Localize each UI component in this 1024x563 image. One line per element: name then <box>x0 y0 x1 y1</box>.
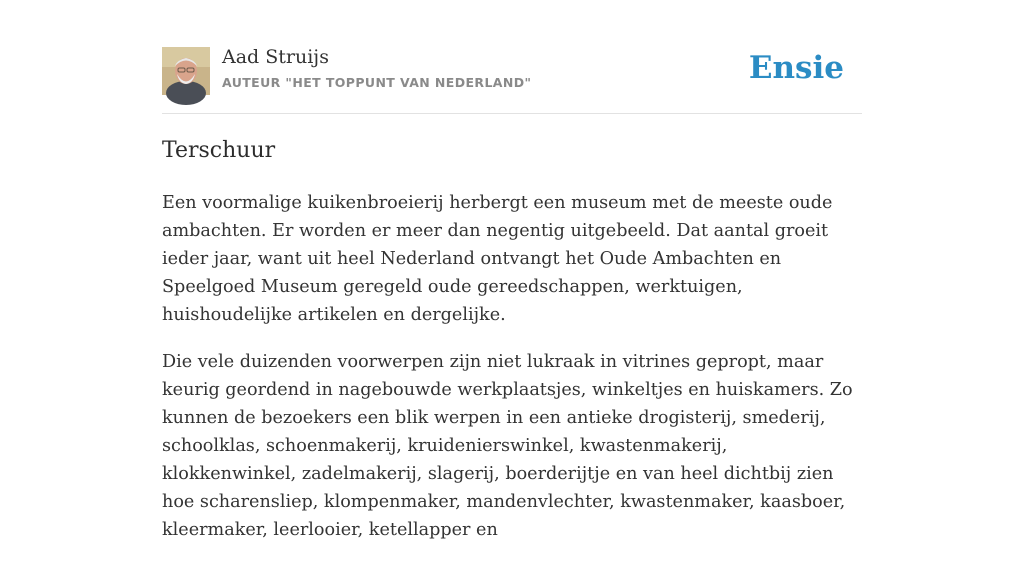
author-name[interactable]: Aad Struijs <box>222 46 329 68</box>
article-body <box>162 189 862 563</box>
article-paragraph: Een voormalige kuikenbroeierij herbergt een museum met de meeste oude ambachten. Er worden er meer dan negentig uitgebeeld. Dat aantal groeit ieder jaar, want uit heel Nederland ontvangt het Oude Ambachten en Speelgoed Museum geregeld oude gereedschappen, werktuigen, huishoudelijke artikelen en dergelijke. <box>162 193 833 325</box>
article-title: Terschuur <box>162 138 276 163</box>
author-header <box>162 0 862 114</box>
author-portrait-icon <box>162 47 210 95</box>
article-container <box>162 0 862 540</box>
ensie-logo[interactable]: Ensie <box>748 50 844 86</box>
author-role: AUTEUR "HET TOPPUNT VAN NEDERLAND" <box>222 75 532 90</box>
article-paragraph: Die vele duizenden voorwerpen zijn niet lukraak in vitrines gepropt, maar keurig geordend in nagebouwde werkplaatsjes, winkeltjes en huiskamers. Zo kunnen de bezoekers een blik werpen in een antieke drogisterij, smederij, schoolklas, schoenmakerij, kruidenierswinkel, kwastenmakerij, klokkenwinkel, zadelmakerij, slagerij, boerderijtje en van heel dichtbij zien hoe scharensliep, klompenmaker, mandenvlechter, kwastenmaker, kaasboer, kleermaker, leerlooier, ketellapper en <box>162 352 853 540</box>
author-avatar[interactable] <box>162 47 210 95</box>
